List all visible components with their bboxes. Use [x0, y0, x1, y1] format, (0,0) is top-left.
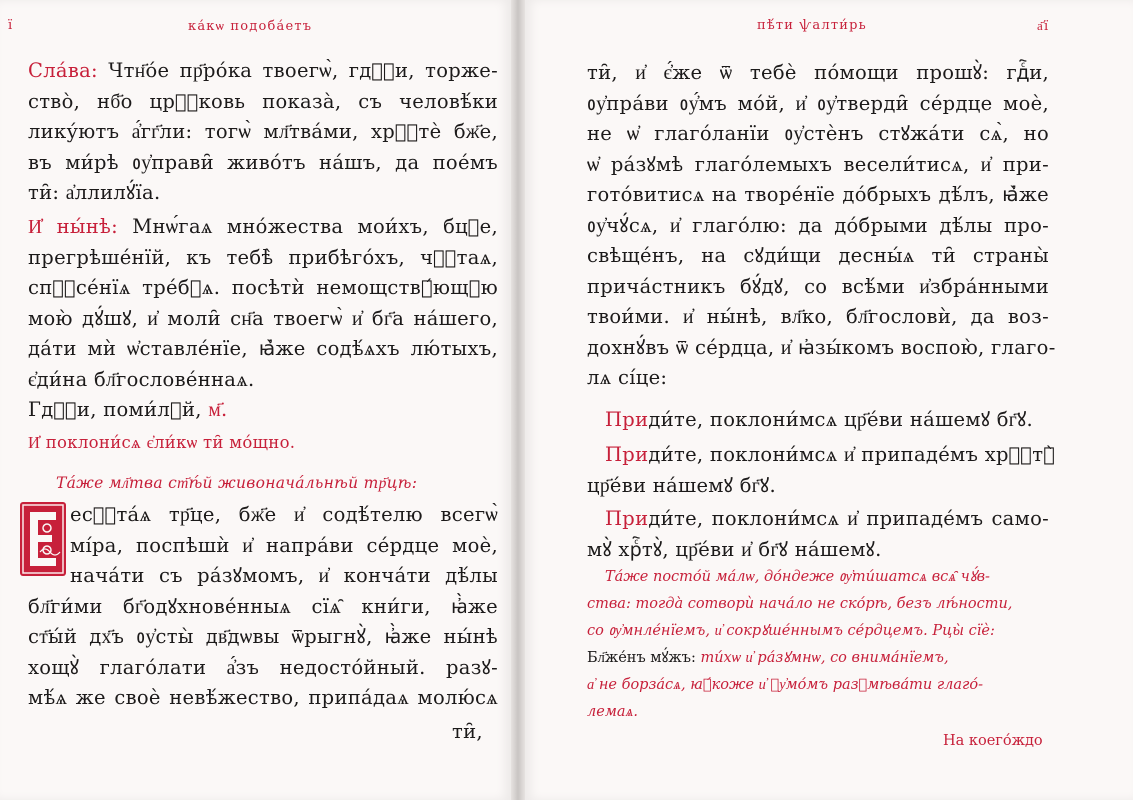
- nyne-line-1: Мнѡ́гаѧ мно́жества мои́хъ, бцⷣе,: [132, 215, 499, 238]
- left-page: [0, 0, 511, 800]
- priidite-text: ди́те, поклони́мсѧ и҆ припаде́мъ хрⷭ҇тꙋ̀: [648, 443, 1056, 466]
- priidite-line: [605, 405, 1049, 436]
- priidite-initial: При: [605, 507, 649, 530]
- slava-line-3: лику́ютъ а҆́гг҃ли: тогѡ̀ мл҃тва́ми, хрⷭ҇тѐ бж҃е,: [28, 120, 498, 143]
- trinity-prayer-indented: [70, 500, 498, 592]
- blazhen-rest: ти́хѡ и҆ ра́зꙋмнѡ, со внима́нїемъ,: [700, 650, 949, 666]
- right-line-7: свѣще́нъ, на сꙋди́щи десны́ѧ ти̑ страны̀: [587, 244, 1049, 267]
- nyne-label: И҆ ны́нѣ:: [28, 215, 118, 238]
- nyne-line-2: прегрѣше́нїй, къ тебѣ̀ прибѣго́хъ, чⷭ҇таѧ,: [28, 245, 498, 269]
- text-line: [28, 56, 498, 87]
- prayer-line-6: хощꙋ̀ глаго́лати а҆́зъ недосто́йный. разꙋ-: [28, 655, 498, 679]
- right-line-3: не ѡ҆ глаго́ланїи ᲂу҆стѐнъ стꙋжа́ти сѧ̀, но: [587, 122, 1049, 145]
- blazhen-label: Бл҃же́нъ мꙋ́жъ:: [587, 650, 696, 666]
- right-page: [525, 0, 1133, 800]
- priidite-text: ди́те, поклони́мсѧ цр҃е́ви на́шемꙋ бг҃ꙋ.: [648, 408, 1034, 431]
- nyne-line-3: спⷭ҇се́нїѧ тре́бꙋѧ. посѣтѝ немощствꙋ́ющꙋю: [28, 276, 498, 299]
- right-line-8: прича́стникъ бꙋ́дꙋ, со всѣ́ми и҆збра́нными: [587, 274, 1049, 298]
- nyne-line-5: да́ти мѝ ѡ҆ставле́нїе, ꙗ҆̀же содѣ́ѧхъ лю́тыхъ,: [28, 337, 498, 360]
- right-line-5: гото́витисѧ на творе́нїе до́брыхъ дѣ́лъ, ꙗ҆̀же: [587, 183, 1049, 206]
- priidite-text: ди́те, поклони́мсѧ и҆ припаде́мъ само-: [648, 507, 1049, 530]
- right-line-10: дохнꙋ́въ ѿ се́рдца, и҆ ꙗ҆зы́комъ воспою̀, глаго-: [587, 335, 1056, 359]
- right-line-6: ᲂу҆чꙋ́сѧ, и҆ глаго́лю: да до́брыми дѣ́лы про-: [587, 213, 1049, 237]
- right-main-paragraph: [587, 58, 1056, 394]
- poklon-instruction: И҆ поклони́сѧ є҆ли́кѡ ти̑ мо́щно.: [28, 433, 296, 452]
- prayer-line-4: бл҃ги́ми бг҃одꙋхнове́нныѧ сїѧ̑ кни́ги, ꙗ҆̀же: [28, 594, 498, 618]
- catchword: На коего́ждо: [943, 733, 1043, 749]
- priidite-3: [587, 504, 1049, 565]
- nyne-line-6: є҆ди́на бл҃гослове́ннаѧ.: [28, 367, 255, 391]
- gospodi-text: Гдⷭ҇и, поми́лꙋй,: [28, 398, 202, 421]
- slava-line-2: ство̀, нб҃о црⷭ҇ковь показа̀, съ человѣ́ки: [28, 89, 498, 113]
- prayer-line-2: мі́ра, поспѣшѝ и҆ напра́ви се́рдце моѐ,: [70, 533, 498, 557]
- priidite-1: [605, 405, 1049, 436]
- nyne-line-4: мою̀ дꙋ́шꙋ, и҆ моли̑ сн҃а твоегѡ̀ и҆ бг҃а на́шего,: [28, 306, 498, 330]
- gospodi-line: [28, 395, 498, 426]
- right-page-number: а҃ї: [1037, 19, 1050, 34]
- rubric-tail-1: а҆ не борза́сѧ, ꙗ҆́коже и҆ ᲂу҆мо́мъ разꙋмѣва́ти глаго́-: [587, 677, 984, 693]
- trinity-prayer-rubric: Та́же мл҃тва ст҃ѣ́й живонача́льнѣй тр҃цѣ:: [56, 474, 418, 492]
- priidite-line: [587, 440, 1056, 471]
- priidite-2: [587, 440, 1056, 501]
- illuminated-initial-icon: [20, 502, 66, 576]
- priidite-continuation: цр҃е́ви на́шемꙋ бг҃ꙋ.: [587, 473, 776, 497]
- slava-label: Сла́ва:: [28, 59, 98, 82]
- priidite-continuation: мꙋ̀ хрⷭ҇тꙋ̀, цр҃е́ви и҆ бг҃ꙋ на́шемꙋ.: [587, 537, 882, 561]
- text-line: [28, 212, 498, 243]
- blazhen-line: [587, 645, 949, 672]
- prayer-line-5: ст҃ы́й дх҃ъ ᲂу҆сты̀ дв҃дѡвы ѿрыгнꙋ̀, ꙗ҆̀же ны́нѣ: [28, 625, 498, 648]
- gospodi-number: м҃.: [208, 398, 228, 421]
- rubric-line-3: со ᲂу҆мнле́нїемъ, и҆ сокрꙋше́ннымъ се́рдцемъ. Рцы̀ сїѐ:: [587, 623, 995, 639]
- prayer-line-3: нача́ти съ ра́зꙋмомъ, и҆ конча́ти дѣ́лы: [70, 564, 498, 587]
- slava-line-5: ти̑: а҆ллилꙋ́їа.: [28, 181, 161, 204]
- rubric-line-1: Та́же посто́й ма́лѡ, до́ндеже ᲂу҆ти́шатсѧ всѧ̑ чꙋ́в-: [605, 569, 990, 585]
- nyne-paragraph: [28, 212, 498, 426]
- trinity-prayer-body: [28, 592, 498, 714]
- left-page-number: ї: [8, 18, 14, 33]
- left-last-word: ти̑,: [452, 720, 483, 743]
- right-line-2: ᲂу҆пра́ви ᲂу҆́мъ мо́й, и҆ ᲂу҆тверди̑ се́рдце моѐ,: [587, 91, 1049, 115]
- slava-line-4: въ ми́рѣ ᲂу҆прави̑ живо́тъ на́шъ, да пое́мъ: [28, 150, 498, 174]
- right-line-11: лѧ сі́це:: [587, 366, 668, 389]
- left-running-title: ка́кѡ подоба́етъ: [188, 19, 313, 34]
- priidite-line: [587, 504, 1049, 535]
- right-line-9: твои́ми. и҆ ны́нѣ, вл҃ко, бл҃гословѝ, да воз-: [587, 305, 1049, 328]
- rubric-line-2: ства: тогда̀ сотворѝ нача́ло не ско́рѣ, безъ лѣ́ности,: [587, 596, 1013, 612]
- right-line-4: ѡ҆ ра́зꙋмѣ глаго́лемыхъ весели́тисѧ, и҆ при-: [587, 152, 1049, 176]
- right-running-title: пѣ́ти ѱалти́рь: [757, 18, 867, 33]
- prayer-line-1: есⷭ҇та́ѧ тр҃це, бж҃е и҆ содѣ́телю всегѡ̀: [70, 503, 498, 526]
- right-line-1: ти̑, и҆ є҆́же ѿ тебѐ по́мощи прошꙋ̀: гдⷭ҇и,: [587, 61, 1049, 84]
- slava-line-1: Чтн҃о́е пр҃ро́ка твоегѡ̀, гдⷭ҇и, торже-: [108, 59, 499, 82]
- book-gutter: [511, 0, 525, 800]
- prayer-line-7: мѣ́ѧ же своѐ невѣ́жество, припа́даѧ молю́сѧ: [28, 686, 498, 709]
- rubric-tail-2: лемаѧ.: [587, 704, 638, 720]
- priidite-initial: При: [605, 443, 649, 466]
- priidite-initial: При: [605, 408, 649, 431]
- slava-paragraph: [28, 56, 498, 209]
